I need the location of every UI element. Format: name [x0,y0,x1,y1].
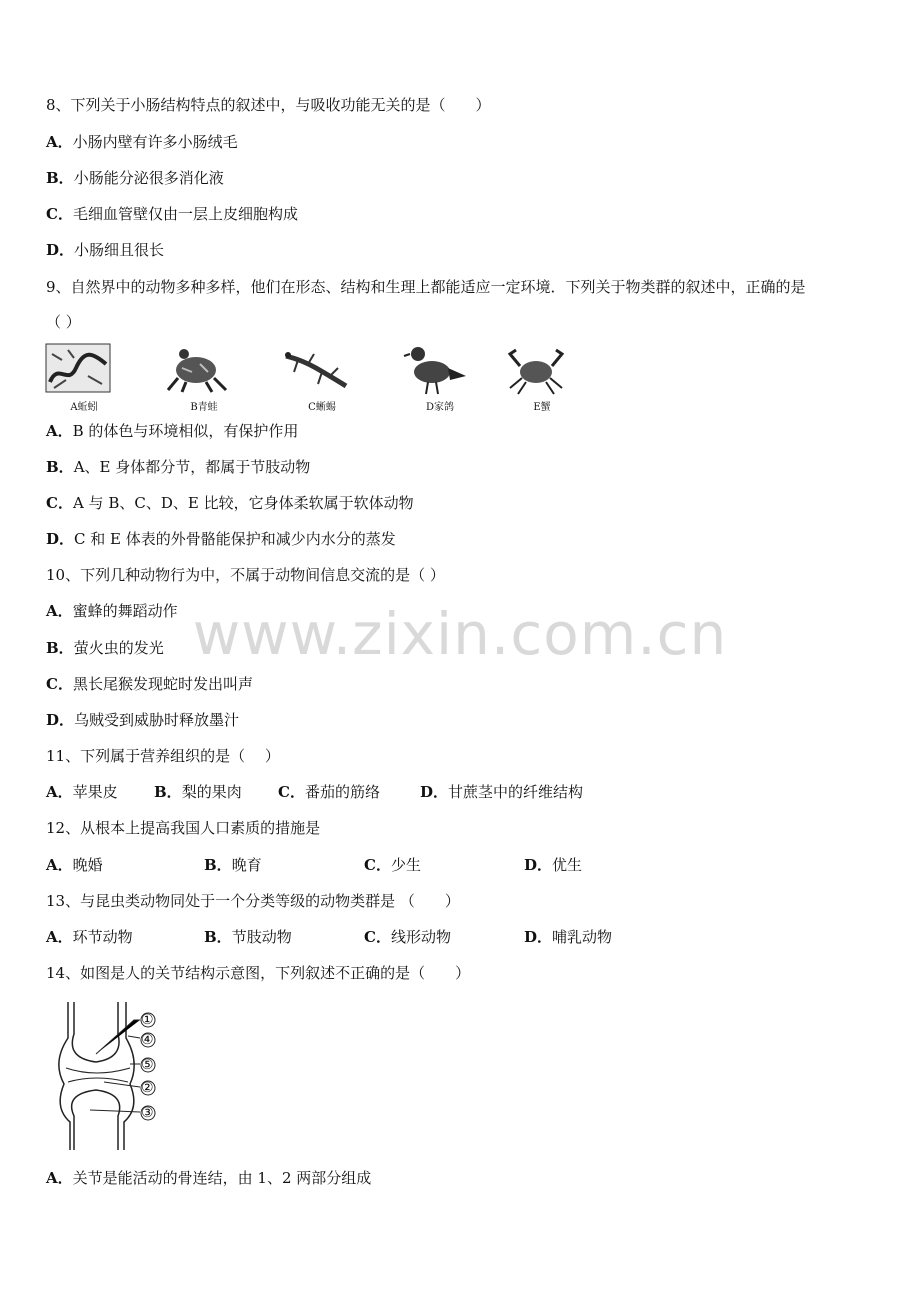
q9-option-c[interactable] [46,493,414,513]
q12-option-b[interactable] [204,855,262,875]
animal-caption: B青蛙 [190,402,218,413]
option-text: B 的体色与环境相似，有保护作用 [72,422,299,440]
earthworm-icon [44,342,114,397]
animal-caption: A蚯蚓 [70,402,98,413]
animal-caption: E蟹 [533,402,551,413]
crab-icon [502,342,572,397]
q11-option-c[interactable] [278,782,380,802]
q8-option-c[interactable] [46,204,298,224]
q9-option-d[interactable] [46,529,396,549]
option-letter: D． [46,711,75,729]
joint-label-3: ③ [141,1105,154,1121]
option-letter: A． [46,422,73,440]
option-text: 梨的果肉 [181,783,242,801]
question-10-stem: 10、下列几种动物行为中，不属于动物间信息交流的是（ ） [46,566,445,584]
animal-crab-figure [502,342,582,414]
joint-label-1: ① [141,1012,154,1028]
animal-caption: D家鸽 [425,402,455,413]
lizard-icon [282,342,352,397]
animal-caption: C蜥蜴 [308,402,336,413]
q11-option-a[interactable] [46,782,118,802]
option-text: C 和 E 体表的外骨骼能保护和减少内水分的蒸发 [74,530,396,548]
option-letter: C． [46,675,73,693]
option-text: 萤火虫的发光 [73,639,164,657]
option-letter: B． [46,639,74,657]
q8-option-d[interactable] [46,240,164,260]
option-letter: A． [46,783,73,801]
option-letter: A． [46,928,73,946]
option-letter: B． [204,856,232,874]
question-8-stem: 8、下列关于小肠结构特点的叙述中，与吸收功能无关的是（ ） [46,96,491,114]
question-11-stem: 11、下列属于营养组织的是（ ） [46,747,280,765]
question-9-stem-cont: （ ） [46,313,81,331]
option-text: 毛细血管壁仅由一层上皮细胞构成 [72,205,298,223]
q13-option-c[interactable] [364,927,451,947]
option-letter: D． [46,241,75,259]
q10-option-b[interactable] [46,638,164,658]
animal-frog-figure [164,342,244,414]
option-text: 甘蔗茎中的纤维结构 [448,783,584,801]
animal-earthworm-figure [44,342,124,414]
q13-option-b[interactable] [204,927,292,947]
q8-option-a[interactable] [46,132,238,152]
option-letter: C． [278,783,305,801]
q11-option-d[interactable] [420,782,583,802]
watermark: www.zixin.com.cn [192,600,728,668]
q10-option-a[interactable] [46,601,178,621]
q9-option-a[interactable] [46,421,298,441]
option-text: 优生 [552,856,583,874]
q13-option-d[interactable] [524,927,612,947]
option-text: 小肠细且很长 [74,241,165,259]
pigeon-icon [400,342,470,397]
question-9-stem: 9、自然界中的动物多种多样，他们在形态、结构和生理上都能适应一定环境．下列关于物类群的叙述中，正确的是 [46,278,806,296]
option-letter: C． [46,494,73,512]
q10-option-d[interactable] [46,710,239,730]
option-text: 环节动物 [72,928,133,946]
joint-label-5: ⑤ [141,1057,154,1073]
option-text: 晚育 [231,856,262,874]
animal-lizard-figure [282,342,362,414]
option-text: 晚婚 [72,856,103,874]
option-letter: B． [204,928,232,946]
q10-option-c[interactable] [46,674,253,694]
option-letter: A． [46,1169,73,1187]
animal-pigeon-figure [400,342,480,414]
option-text: 小肠能分泌很多消化液 [73,169,224,187]
joint-label-4: ④ [141,1032,154,1048]
q14-option-a[interactable] [46,1168,371,1188]
option-text: 乌贼受到威胁时释放墨汁 [74,711,240,729]
option-letter: C． [364,928,391,946]
joint-label-2: ② [141,1080,154,1096]
question-12-stem: 12、从根本上提高我国人口素质的措施是 [46,819,321,837]
option-letter: D． [46,530,75,548]
option-letter: D． [524,856,553,874]
option-text: 番茄的筋络 [304,783,380,801]
option-letter: C． [364,856,391,874]
question-14-stem: 14、如图是人的关节结构示意图，下列叙述不正确的是（ ） [46,964,471,982]
q8-option-b[interactable] [46,168,224,188]
q12-option-a[interactable] [46,855,103,875]
option-text: 线形动物 [390,928,451,946]
option-text: 哺乳动物 [552,928,613,946]
q11-option-b[interactable] [154,782,242,802]
joint-structure-diagram [44,998,164,1154]
option-text: 蜜蜂的舞蹈动作 [72,602,178,620]
option-text: 节肢动物 [231,928,292,946]
option-text: 黑长尾猴发现蛇时发出叫声 [72,675,253,693]
option-text: A 与 B、C、D、E 比较，它身体柔软属于软体动物 [72,494,414,512]
question-13-stem: 13、与昆虫类动物同处于一个分类等级的动物类群是 （ ） [46,892,460,910]
option-letter: D． [420,783,449,801]
frog-icon [164,342,234,397]
option-letter: A． [46,133,73,151]
q9-option-b[interactable] [46,457,310,477]
option-letter: C． [46,205,73,223]
q12-option-d[interactable] [524,855,582,875]
option-letter: B． [46,458,74,476]
option-letter: A． [46,602,73,620]
option-text: 苹果皮 [72,783,118,801]
option-text: 关节是能活动的骨连结，由 1、2 两部分组成 [72,1169,372,1187]
option-text: 少生 [390,856,421,874]
option-letter: B． [154,783,182,801]
q13-option-a[interactable] [46,927,133,947]
option-text: 小肠内壁有许多小肠绒毛 [72,133,238,151]
option-letter: A． [46,856,73,874]
option-letter: B． [46,169,74,187]
q12-option-c[interactable] [364,855,421,875]
option-text: A、E 身体都分节，都属于节肢动物 [73,458,311,476]
option-letter: D． [524,928,553,946]
